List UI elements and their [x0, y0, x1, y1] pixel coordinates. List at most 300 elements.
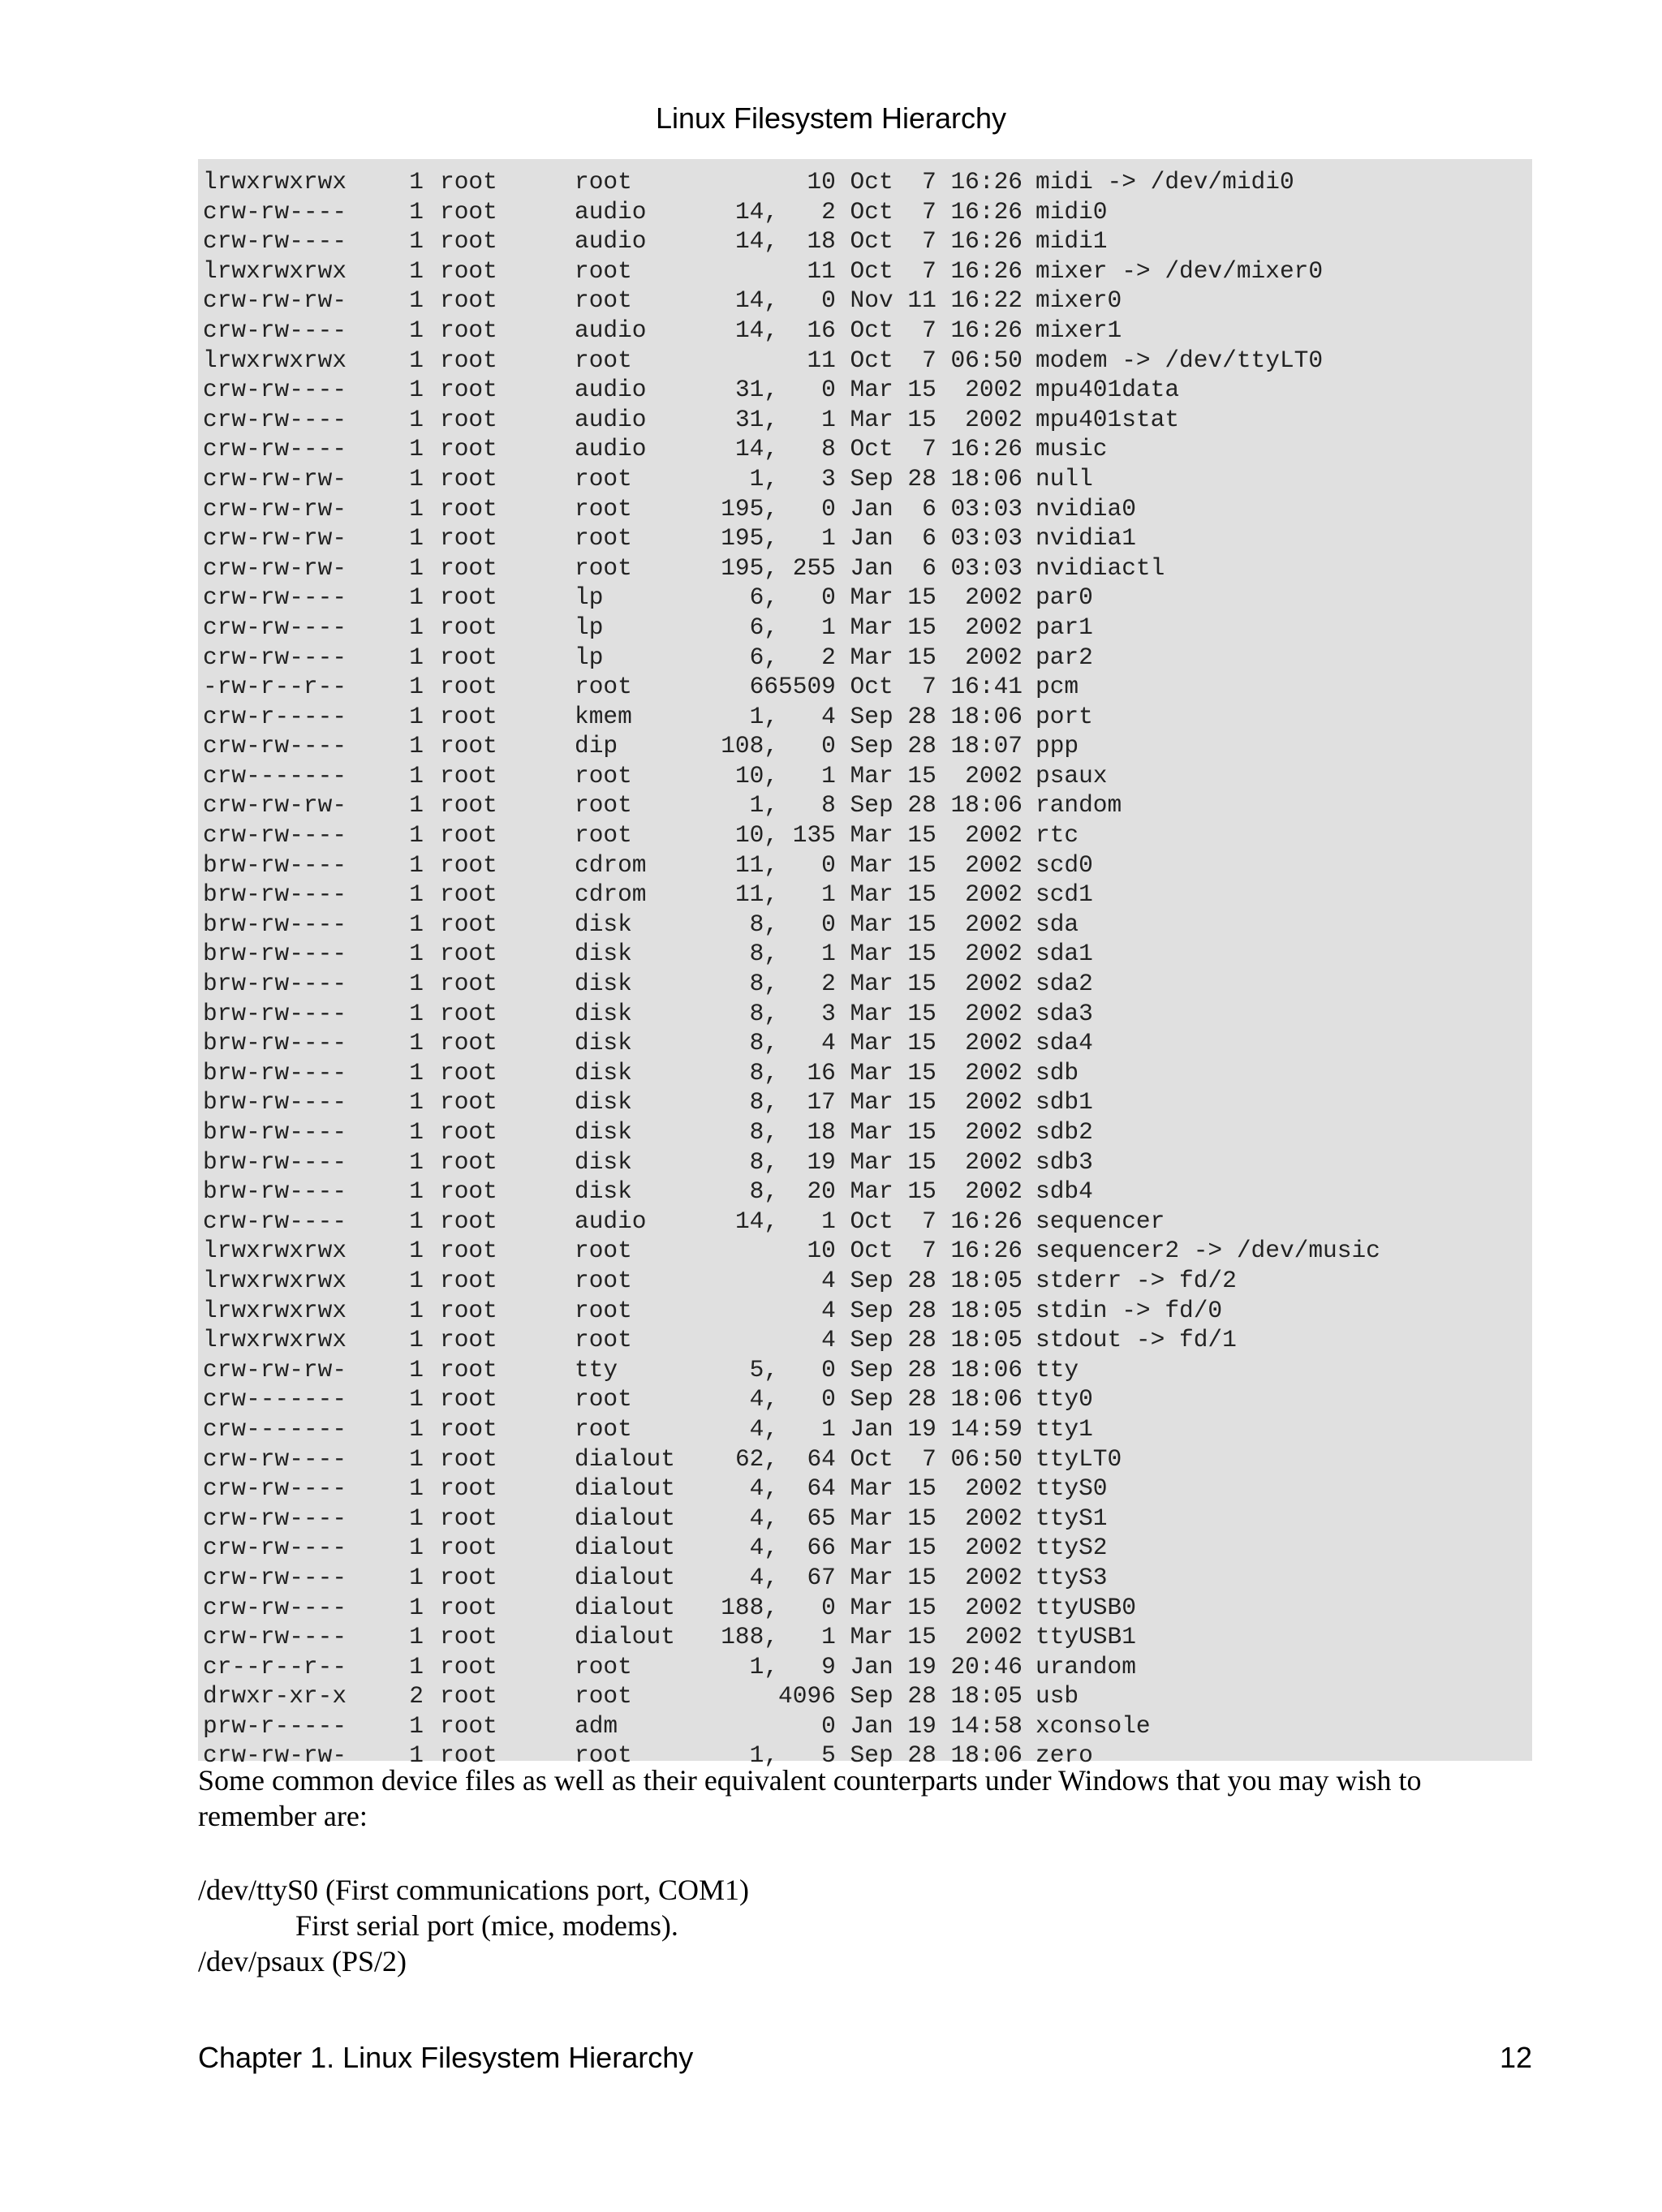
listing-link-count: 1: [409, 1563, 424, 1591]
listing-row: [203, 286, 1532, 316]
listing-row: [203, 523, 1532, 553]
listing-link-count: 1: [409, 1326, 424, 1354]
listing-owner: root: [440, 256, 497, 285]
listing-filename: mixer1: [1036, 316, 1122, 344]
listing-permissions: lrwxrwxrwx: [203, 1296, 347, 1324]
listing-size-date: 6, 0 Mar 15 2002: [749, 583, 1023, 612]
listing-link-count: 1: [409, 1207, 424, 1235]
listing-row: [203, 256, 1532, 286]
listing-row: [203, 1147, 1532, 1177]
listing-group: disk: [575, 970, 632, 998]
listing-row: [203, 1058, 1532, 1088]
listing-link-count: 1: [409, 821, 424, 850]
listing-row: [203, 1207, 1532, 1237]
listing-group: root: [575, 1414, 632, 1443]
listing-row: [203, 167, 1532, 197]
listing-group: kmem: [575, 702, 632, 730]
listing-group: audio: [575, 435, 647, 463]
listing-link-count: 1: [409, 1444, 424, 1473]
listing-size-date: 11, 1 Mar 15 2002: [734, 880, 1023, 909]
listing-group: root: [575, 673, 632, 701]
listing-filename: xconsole: [1036, 1711, 1151, 1740]
listing-permissions: brw-rw----: [203, 940, 347, 968]
listing-size-date: 14, 0 Nov 11 16:22: [734, 286, 1023, 315]
listing-filename: sdb3: [1036, 1147, 1093, 1176]
listing-filename: ppp: [1036, 732, 1079, 760]
listing-row: [203, 464, 1532, 494]
listing-size-date: 4 Sep 28 18:05: [821, 1266, 1023, 1294]
listing-owner: root: [440, 405, 497, 433]
device-term-ttys0: /dev/ttyS0 (First communications port, COM1): [198, 1874, 749, 1906]
listing-group: lp: [575, 583, 604, 612]
listing-link-count: 1: [409, 553, 424, 582]
listing-owner: root: [440, 1058, 497, 1087]
listing-group: audio: [575, 227, 647, 256]
listing-permissions: crw-rw----: [203, 1563, 347, 1591]
listing-owner: root: [440, 1593, 497, 1621]
listing-link-count: 1: [409, 1711, 424, 1740]
listing-link-count: 1: [409, 464, 424, 493]
listing-owner: root: [440, 1355, 497, 1384]
listing-link-count: 1: [409, 880, 424, 909]
listing-size-date: 31, 1 Mar 15 2002: [734, 405, 1023, 433]
listing-permissions: lrwxrwxrwx: [203, 1266, 347, 1294]
listing-size-date: 11 Oct 7 16:26: [807, 256, 1023, 285]
listing-size-date: 195, 1 Jan 6 03:03: [721, 524, 1023, 553]
listing-permissions: crw-rw----: [203, 1474, 347, 1503]
listing-filename: ttyS1: [1036, 1504, 1108, 1532]
listing-size-date: 62, 64 Oct 7 06:50: [734, 1444, 1023, 1473]
listing-permissions: crw-rw-rw-: [203, 524, 347, 553]
listing-size-date: 195, 255 Jan 6 03:03: [721, 553, 1023, 582]
listing-link-count: 1: [409, 1029, 424, 1057]
listing-permissions: crw-rw----: [203, 1444, 347, 1473]
listing-group: dialout: [575, 1563, 675, 1591]
listing-link-count: 1: [409, 1177, 424, 1206]
listing-row: [203, 1533, 1532, 1563]
listing-group: adm: [575, 1711, 618, 1740]
listing-link-count: 1: [409, 850, 424, 879]
listing-permissions: prw-r-----: [203, 1711, 347, 1740]
listing-size-date: 4 Sep 28 18:05: [821, 1296, 1023, 1324]
listing-row: [203, 1622, 1532, 1652]
listing-group: root: [575, 821, 632, 850]
listing-filename: ttyS0: [1036, 1474, 1108, 1503]
listing-owner: root: [440, 553, 497, 582]
listing-permissions: crw-------: [203, 761, 347, 790]
listing-link-count: 1: [409, 494, 424, 523]
listing-row: [203, 672, 1532, 702]
listing-filename: zero: [1036, 1741, 1093, 1770]
listing-row: [203, 702, 1532, 732]
listing-owner: root: [440, 1385, 497, 1414]
listing-size-date: 11, 0 Mar 15 2002: [734, 850, 1023, 879]
listing-permissions: crw-rw----: [203, 376, 347, 404]
listing-size-date: 14, 2 Oct 7 16:26: [734, 197, 1023, 226]
listing-filename: tty: [1036, 1355, 1079, 1384]
listing-permissions: lrwxrwxrwx: [203, 168, 347, 196]
listing-filename: midi1: [1036, 227, 1108, 256]
listing-permissions: crw-rw----: [203, 583, 347, 612]
listing-row: [203, 434, 1532, 464]
listing-link-count: 1: [409, 1652, 424, 1681]
listing-filename: sda4: [1036, 1029, 1093, 1057]
listing-row: [203, 346, 1532, 376]
listing-group: disk: [575, 1147, 632, 1176]
listing-filename: sdb: [1036, 1058, 1079, 1087]
listing-owner: root: [440, 524, 497, 553]
intro-paragraph: Some common device files as well as their equivalent counterparts under Windows that you may wish to remember are:: [198, 1764, 1422, 1832]
listing-row: [203, 969, 1532, 999]
listing-link-count: 1: [409, 435, 424, 463]
listing-owner: root: [440, 316, 497, 344]
listing-permissions: crw-rw----: [203, 1504, 347, 1532]
listing-owner: root: [440, 673, 497, 701]
listing-permissions: crw-rw----: [203, 732, 347, 760]
listing-link-count: 1: [409, 940, 424, 968]
listing-filename: mpu401data: [1036, 376, 1180, 404]
listing-row: [203, 999, 1532, 1029]
listing-group: root: [575, 761, 632, 790]
listing-owner: root: [440, 1266, 497, 1294]
listing-filename: ttyS3: [1036, 1563, 1108, 1591]
listing-permissions: crw-rw----: [203, 1623, 347, 1651]
listing-filename: midi0: [1036, 197, 1108, 226]
listing-filename: sda2: [1036, 970, 1093, 998]
listing-permissions: brw-rw----: [203, 1029, 347, 1057]
listing-row: [203, 1474, 1532, 1504]
listing-size-date: 4, 67 Mar 15 2002: [749, 1563, 1023, 1591]
listing-permissions: brw-rw----: [203, 999, 347, 1027]
footer-chapter-title: Chapter 1. Linux Filesystem Hierarchy: [198, 2041, 694, 2074]
listing-filename: sdb2: [1036, 1118, 1093, 1146]
listing-link-count: 1: [409, 1058, 424, 1087]
listing-row: [203, 761, 1532, 791]
listing-link-count: 1: [409, 1504, 424, 1532]
listing-size-date: 8, 20 Mar 15 2002: [749, 1177, 1023, 1206]
listing-row: [203, 1444, 1532, 1474]
listing-owner: root: [440, 821, 497, 850]
listing-row: [203, 1236, 1532, 1266]
listing-owner: root: [440, 464, 497, 493]
listing-filename: music: [1036, 435, 1108, 463]
listing-permissions: lrwxrwxrwx: [203, 256, 347, 285]
listing-owner: root: [440, 999, 497, 1027]
listing-size-date: 8, 1 Mar 15 2002: [749, 940, 1023, 968]
listing-owner: root: [440, 1177, 497, 1206]
listing-size-date: 10 Oct 7 16:26: [807, 168, 1023, 196]
listing-link-count: 1: [409, 583, 424, 612]
listing-group: root: [575, 1296, 632, 1324]
listing-owner: root: [440, 346, 497, 374]
listing-filename: psaux: [1036, 761, 1108, 790]
listing-row: [203, 790, 1532, 820]
listing-size-date: 4, 64 Mar 15 2002: [749, 1474, 1023, 1503]
listing-owner: root: [440, 1029, 497, 1057]
listing-permissions: brw-rw----: [203, 1058, 347, 1087]
listing-group: root: [575, 346, 632, 374]
listing-permissions: crw-rw-rw-: [203, 494, 347, 523]
listing-group: root: [575, 1741, 632, 1770]
listing-permissions: crw-rw-rw-: [203, 791, 347, 820]
listing-size-date: 4 Sep 28 18:05: [821, 1326, 1023, 1354]
listing-row: [203, 1711, 1532, 1741]
listing-size-date: 8, 4 Mar 15 2002: [749, 1029, 1023, 1057]
listing-group: dialout: [575, 1593, 675, 1621]
listing-link-count: 1: [409, 346, 424, 374]
listing-group: audio: [575, 405, 647, 433]
listing-owner: root: [440, 1504, 497, 1532]
listing-filename: sda1: [1036, 940, 1093, 968]
listing-row: [203, 939, 1532, 969]
listing-group: root: [575, 464, 632, 493]
listing-size-date: 14, 16 Oct 7 16:26: [734, 316, 1023, 344]
listing-permissions: -rw-r--r--: [203, 673, 347, 701]
listing-owner: root: [440, 732, 497, 760]
listing-size-date: 10 Oct 7 16:26: [807, 1237, 1023, 1265]
listing-link-count: 1: [409, 524, 424, 553]
listing-filename: tty1: [1036, 1414, 1093, 1443]
listing-size-date: 8, 0 Mar 15 2002: [749, 910, 1023, 938]
listing-filename: midi -> /dev/midi0: [1036, 168, 1294, 196]
listing-filename: tty0: [1036, 1385, 1093, 1414]
listing-filename: sdb1: [1036, 1088, 1093, 1117]
listing-group: tty: [575, 1355, 618, 1384]
listing-filename: modem -> /dev/ttyLT0: [1036, 346, 1324, 374]
listing-size-date: 8, 3 Mar 15 2002: [749, 999, 1023, 1027]
listing-permissions: crw-rw----: [203, 643, 347, 671]
listing-permissions: crw-rw----: [203, 821, 347, 850]
listing-group: audio: [575, 1207, 647, 1235]
listing-owner: root: [440, 1711, 497, 1740]
listing-permissions: lrwxrwxrwx: [203, 1237, 347, 1265]
listing-filename: nvidia1: [1036, 524, 1136, 553]
listing-permissions: crw-rw----: [203, 227, 347, 256]
listing-link-count: 1: [409, 227, 424, 256]
listing-filename: sda3: [1036, 999, 1093, 1027]
listing-size-date: 4096 Sep 28 18:05: [778, 1682, 1023, 1711]
listing-group: dip: [575, 732, 618, 760]
listing-permissions: crw-r-----: [203, 702, 347, 730]
listing-filename: urandom: [1036, 1652, 1136, 1681]
listing-permissions: brw-rw----: [203, 910, 347, 938]
listing-filename: stderr -> fd/2: [1036, 1266, 1237, 1294]
listing-link-count: 1: [409, 732, 424, 760]
listing-row: [203, 316, 1532, 346]
listing-link-count: 1: [409, 1266, 424, 1294]
listing-row: [203, 643, 1532, 673]
listing-link-count: 1: [409, 1147, 424, 1176]
listing-group: disk: [575, 910, 632, 938]
listing-permissions: lrwxrwxrwx: [203, 346, 347, 374]
device-listing: [198, 159, 1532, 1770]
listing-permissions: crw-rw----: [203, 197, 347, 226]
listing-link-count: 1: [409, 168, 424, 196]
listing-filename: rtc: [1036, 821, 1079, 850]
listing-link-count: 1: [409, 1593, 424, 1621]
listing-size-date: 8, 2 Mar 15 2002: [749, 970, 1023, 998]
listing-row: [203, 820, 1532, 850]
listing-row: [203, 553, 1532, 583]
listing-filename: null: [1036, 464, 1093, 493]
listing-filename: ttyUSB1: [1036, 1623, 1136, 1651]
listing-row: [203, 1177, 1532, 1207]
listing-owner: root: [440, 1741, 497, 1770]
listing-filename: mixer -> /dev/mixer0: [1036, 256, 1324, 285]
listing-group: dialout: [575, 1623, 675, 1651]
listing-filename: stdin -> fd/0: [1036, 1296, 1223, 1324]
listing-link-count: 1: [409, 1355, 424, 1384]
listing-row: [203, 1117, 1532, 1147]
listing-row: [203, 1652, 1532, 1682]
listing-group: audio: [575, 316, 647, 344]
listing-group: root: [575, 1652, 632, 1681]
listing-owner: root: [440, 1474, 497, 1503]
listing-row: [203, 1563, 1532, 1593]
listing-filename: usb: [1036, 1682, 1079, 1711]
listing-group: dialout: [575, 1504, 675, 1532]
listing-filename: mpu401stat: [1036, 405, 1180, 433]
listing-group: root: [575, 286, 632, 315]
listing-row: [203, 226, 1532, 256]
listing-row: [203, 197, 1532, 227]
listing-owner: root: [440, 761, 497, 790]
listing-group: root: [575, 1682, 632, 1711]
listing-size-date: 14, 8 Oct 7 16:26: [734, 435, 1023, 463]
listing-owner: root: [440, 1414, 497, 1443]
listing-link-count: 1: [409, 791, 424, 820]
listing-size-date: 1, 4 Sep 28 18:06: [749, 702, 1023, 730]
listing-owner: root: [440, 1088, 497, 1117]
listing-row: [203, 1028, 1532, 1058]
listing-size-date: 14, 1 Oct 7 16:26: [734, 1207, 1023, 1235]
listing-size-date: 11 Oct 7 06:50: [807, 346, 1023, 374]
listing-filename: pcm: [1036, 673, 1079, 701]
listing-group: root: [575, 494, 632, 523]
listing-filename: sequencer2 -> /dev/music: [1036, 1237, 1380, 1265]
device-term-psaux: /dev/psaux (PS/2): [198, 1945, 407, 1977]
listing-group: disk: [575, 940, 632, 968]
listing-size-date: 5, 0 Sep 28 18:06: [749, 1355, 1023, 1384]
listing-filename: ttyS2: [1036, 1534, 1108, 1562]
listing-link-count: 1: [409, 316, 424, 344]
listing-permissions: brw-rw----: [203, 970, 347, 998]
listing-permissions: crw-rw-rw-: [203, 1741, 347, 1770]
listing-owner: root: [440, 494, 497, 523]
listing-row: [203, 731, 1532, 761]
listing-size-date: 4, 66 Mar 15 2002: [749, 1534, 1023, 1562]
listing-owner: root: [440, 910, 497, 938]
listing-owner: root: [440, 940, 497, 968]
listing-row: [203, 405, 1532, 435]
listing-group: disk: [575, 1118, 632, 1146]
listing-owner: root: [440, 1207, 497, 1235]
listing-link-count: 1: [409, 1088, 424, 1117]
listing-row: [203, 1087, 1532, 1117]
listing-link-count: 1: [409, 613, 424, 641]
listing-permissions: crw-------: [203, 1414, 347, 1443]
listing-owner: root: [440, 435, 497, 463]
listing-link-count: 1: [409, 1385, 424, 1414]
listing-permissions: crw-rw----: [203, 1593, 347, 1621]
listing-permissions: crw-rw----: [203, 613, 347, 641]
listing-permissions: crw-rw----: [203, 1207, 347, 1235]
listing-permissions: brw-rw----: [203, 880, 347, 909]
listing-group: cdrom: [575, 880, 647, 909]
listing-filename: random: [1036, 791, 1122, 820]
listing-link-count: 1: [409, 970, 424, 998]
listing-size-date: 8, 16 Mar 15 2002: [749, 1058, 1023, 1087]
listing-size-date: 14, 18 Oct 7 16:26: [734, 227, 1023, 256]
listing-owner: root: [440, 286, 497, 315]
listing-owner: root: [440, 613, 497, 641]
listing-size-date: 195, 0 Jan 6 03:03: [721, 494, 1023, 523]
listing-owner: root: [440, 168, 497, 196]
listing-link-count: 1: [409, 1118, 424, 1146]
listing-filename: mixer0: [1036, 286, 1122, 315]
listing-link-count: 1: [409, 256, 424, 285]
listing-group: root: [575, 168, 632, 196]
listing-group: audio: [575, 197, 647, 226]
listing-row: [203, 850, 1532, 880]
listing-owner: root: [440, 880, 497, 909]
listing-owner: root: [440, 1118, 497, 1146]
listing-link-count: 1: [409, 1623, 424, 1651]
listing-permissions: brw-rw----: [203, 850, 347, 879]
listing-owner: root: [440, 1682, 497, 1711]
listing-link-count: 1: [409, 405, 424, 433]
listing-row: [203, 1681, 1532, 1711]
listing-permissions: crw-rw----: [203, 316, 347, 344]
listing-permissions: crw-rw-rw-: [203, 1355, 347, 1384]
listing-filename: par1: [1036, 613, 1093, 641]
listing-group: root: [575, 791, 632, 820]
listing-link-count: 1: [409, 643, 424, 671]
listing-permissions: crw-rw----: [203, 435, 347, 463]
listing-link-count: 1: [409, 910, 424, 938]
listing-group: root: [575, 1237, 632, 1265]
listing-row: [203, 1296, 1532, 1326]
listing-group: dialout: [575, 1444, 675, 1473]
listing-owner: root: [440, 850, 497, 879]
listing-size-date: 8, 17 Mar 15 2002: [749, 1088, 1023, 1117]
listing-group: cdrom: [575, 850, 647, 879]
listing-group: disk: [575, 1029, 632, 1057]
listing-group: lp: [575, 643, 604, 671]
listing-group: root: [575, 256, 632, 285]
listing-owner: root: [440, 1534, 497, 1562]
listing-group: root: [575, 524, 632, 553]
listing-filename: sequencer: [1036, 1207, 1165, 1235]
listing-size-date: 4, 65 Mar 15 2002: [749, 1504, 1023, 1532]
listing-size-date: 8, 19 Mar 15 2002: [749, 1147, 1023, 1176]
listing-size-date: 10, 1 Mar 15 2002: [734, 761, 1023, 790]
listing-owner: root: [440, 702, 497, 730]
listing-size-date: 1, 5 Sep 28 18:06: [749, 1741, 1023, 1770]
listing-group: root: [575, 1266, 632, 1294]
listing-link-count: 1: [409, 197, 424, 226]
listing-owner: root: [440, 227, 497, 256]
listing-owner: root: [440, 1444, 497, 1473]
page-footer: [198, 2038, 1532, 2077]
listing-filename: sda: [1036, 910, 1079, 938]
listing-owner: root: [440, 583, 497, 612]
listing-owner: root: [440, 197, 497, 226]
listing-link-count: 1: [409, 761, 424, 790]
listing-group: disk: [575, 1058, 632, 1087]
listing-owner: root: [440, 1326, 497, 1354]
listing-filename: port: [1036, 702, 1093, 730]
